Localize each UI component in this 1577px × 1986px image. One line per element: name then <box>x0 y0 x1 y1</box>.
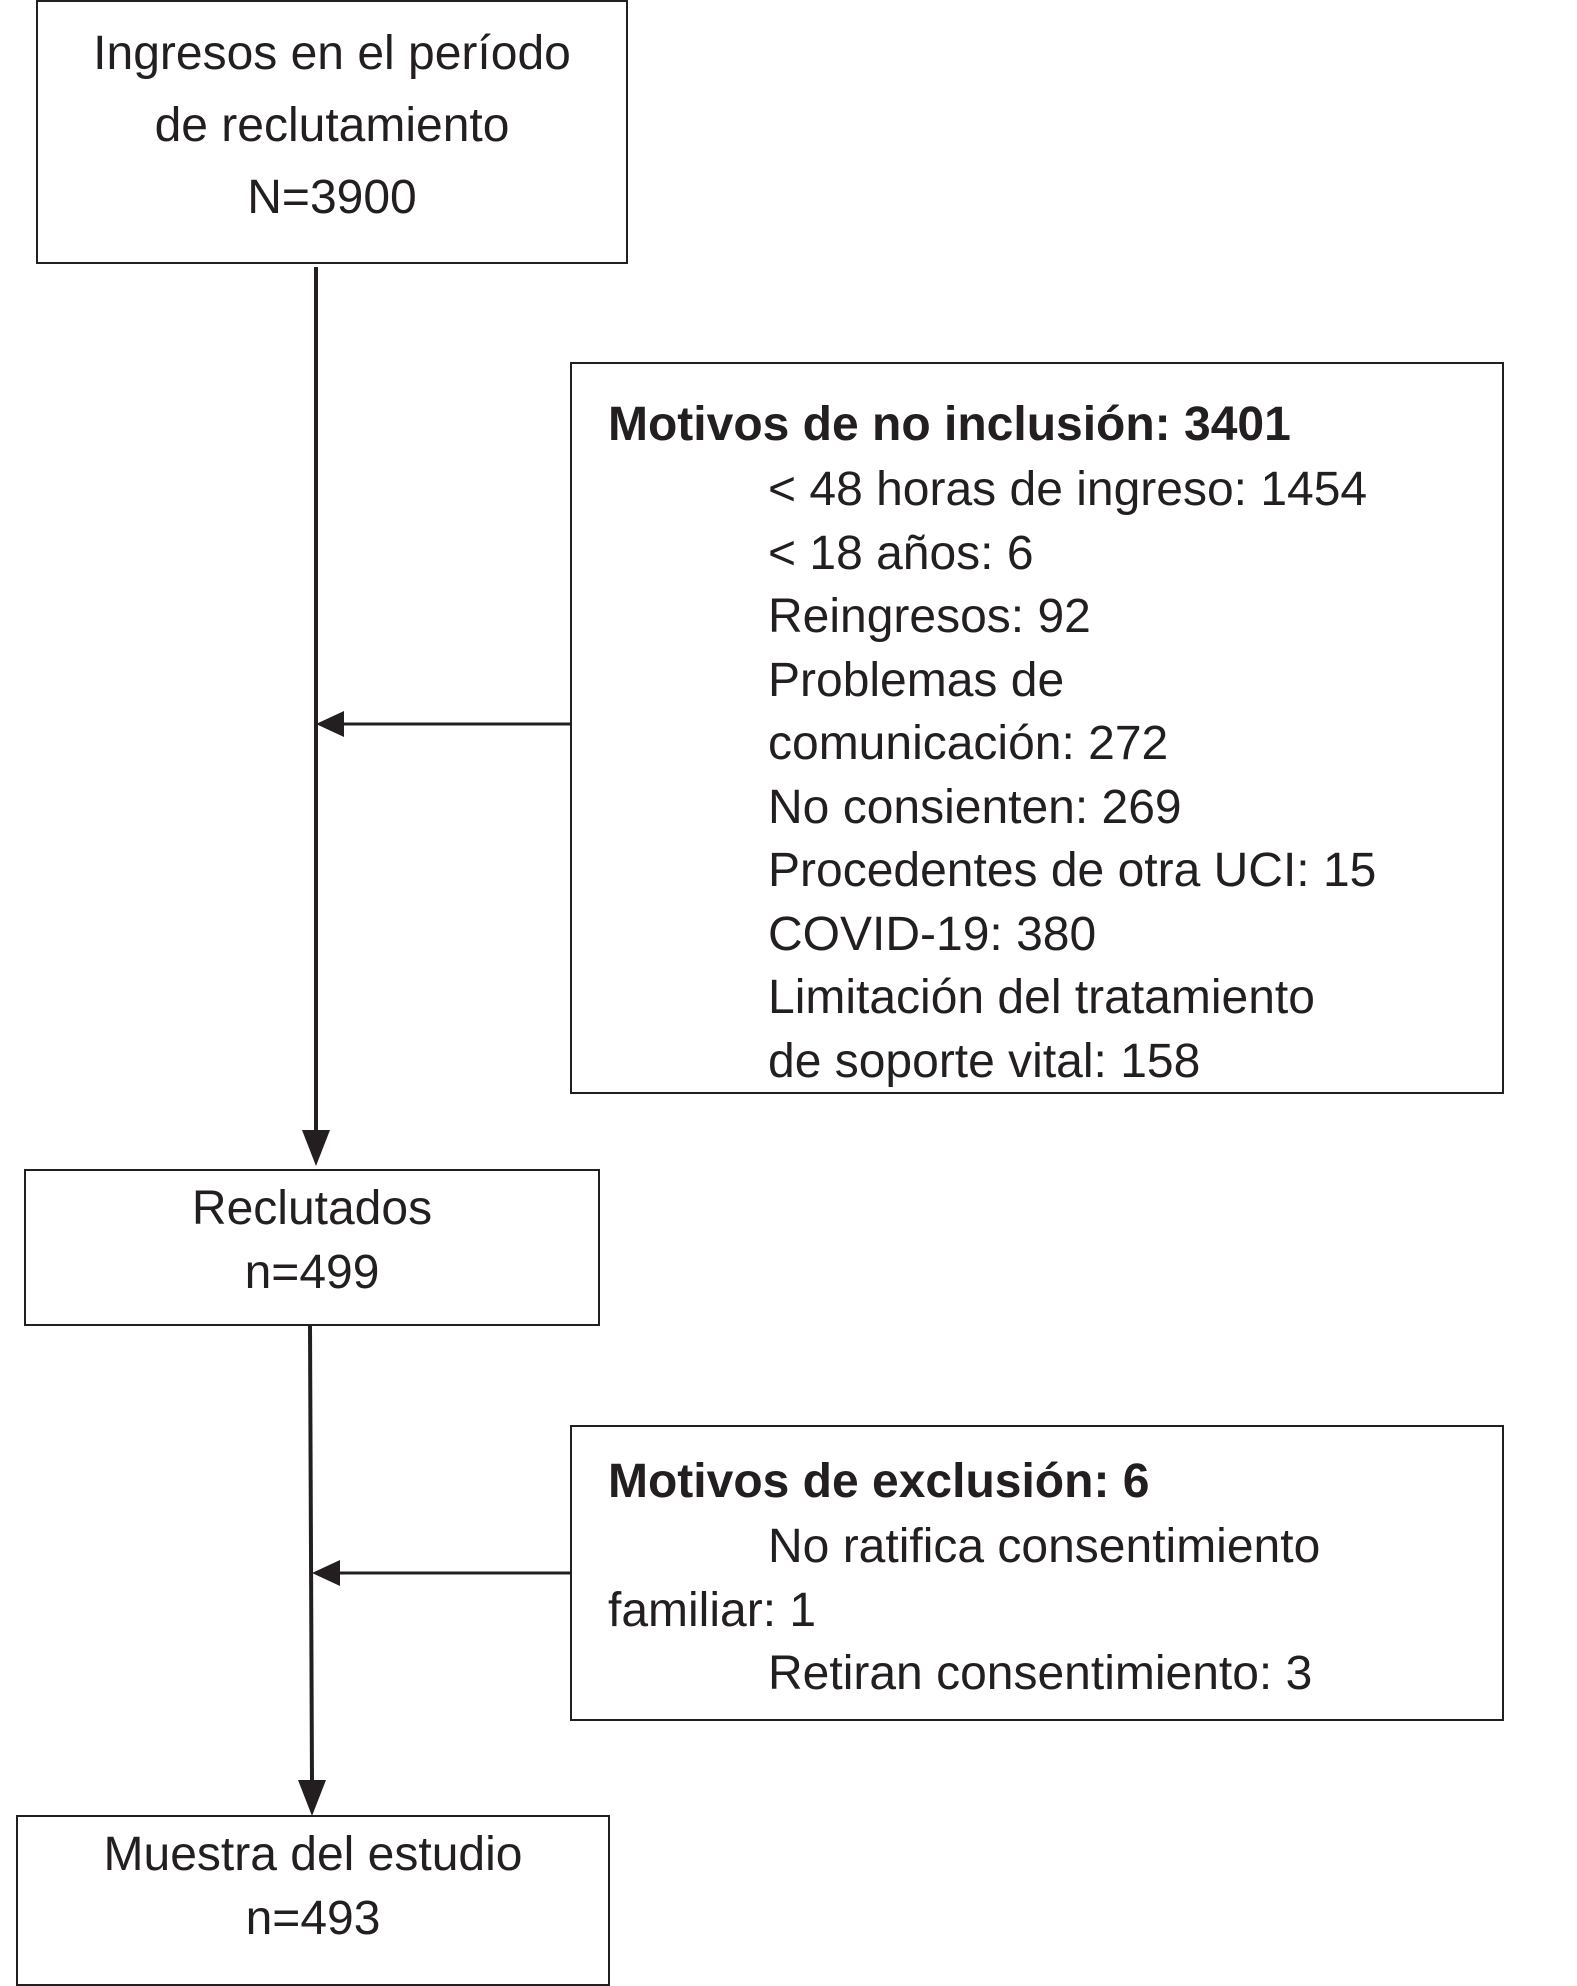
exclusion-item-familiar: No ratifica consentimiento familiar: 1 <box>608 1520 1321 1637</box>
non-inclusion-heading: Motivos de no inclusión: 3401 <box>608 398 1291 451</box>
non-inclusion-item: COVID-19: 380 <box>768 907 1097 961</box>
recruited-box <box>24 1169 600 1326</box>
arrow-down-to-recruited <box>302 1130 330 1166</box>
non-inclusion-item: de soporte vital: 158 <box>768 1034 1201 1088</box>
exclusion-box <box>570 1425 1504 1721</box>
non-inclusion-item: No consienten: 269 <box>768 780 1182 834</box>
non-inclusion-box <box>570 362 1504 1094</box>
exclusion-item-withdraw: Retiran consentimiento: 3 <box>768 1647 1313 1700</box>
non-inclusion-item: < 48 horas de ingreso: 1454 <box>768 463 1368 516</box>
non-inclusion-item: Procedentes de otra UCI: 15 <box>768 844 1377 897</box>
non-inclusion-item: Limitación del tratamiento <box>768 971 1315 1024</box>
non-inclusion-item: < 18 años: 6 <box>768 526 1034 580</box>
exclusion-heading: Motivos de exclusión: 6 <box>608 1455 1150 1508</box>
admissions-box <box>36 0 628 264</box>
arrow-left-non-inclusion <box>316 711 344 737</box>
sample-count: n=493 <box>245 1892 381 1945</box>
sample-title: Muestra del estudio <box>103 1828 523 1881</box>
arrow-down-to-sample <box>298 1780 326 1816</box>
connector-main-bottom <box>310 1326 312 1784</box>
admissions-title-line1: Ingresos en el período <box>93 27 571 80</box>
admissions-title-line2: de reclutamiento <box>154 99 510 152</box>
sample-box <box>16 1815 610 1986</box>
non-inclusion-item: comunicación: 272 <box>768 717 1169 770</box>
non-inclusion-item: Problemas de <box>768 653 1065 707</box>
recruited-title: Reclutados <box>191 1182 433 1235</box>
arrow-left-exclusion <box>312 1560 340 1586</box>
non-inclusion-item: Reingresos: 92 <box>768 590 1091 643</box>
admissions-count: N=3900 <box>247 171 417 224</box>
recruited-count: n=499 <box>244 1246 380 1299</box>
